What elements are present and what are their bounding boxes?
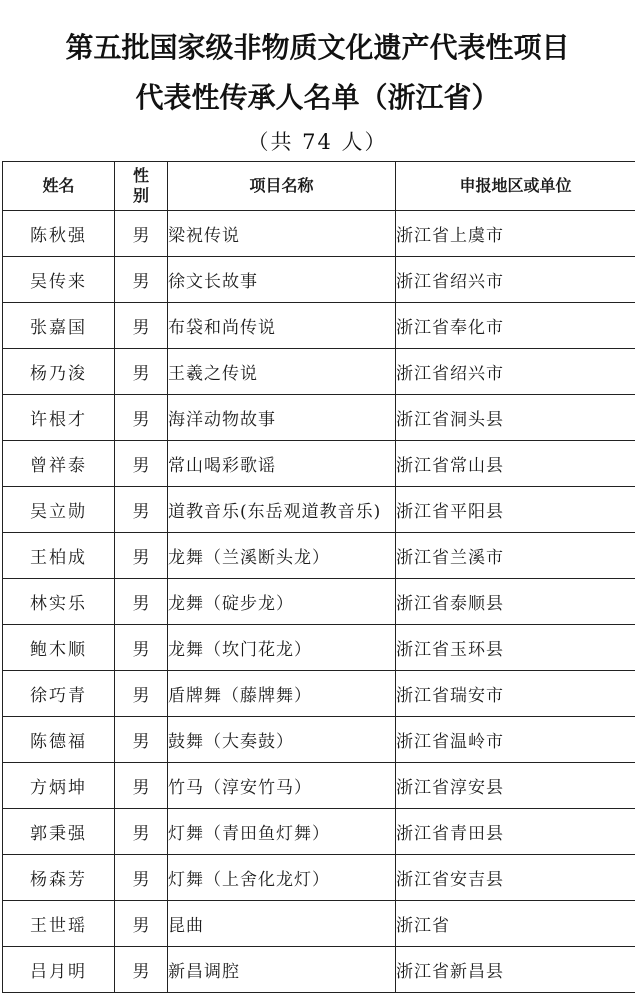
name-cell: 陈秋强 (3, 211, 115, 257)
name-cell: 鲍木顺 (3, 625, 115, 671)
region-cell: 浙江省平阳县 (396, 487, 635, 533)
title-line-1: 第五批国家级非物质文化遗产代表性项目 (65, 31, 570, 64)
gender-cell: 男 (115, 579, 168, 625)
gender-cell: 男 (115, 533, 168, 579)
table-row (3, 441, 635, 487)
table-body (3, 211, 635, 993)
project-cell: 龙舞（坎门花龙） (168, 625, 396, 671)
table-row (3, 947, 635, 993)
region-cell: 浙江省瑞安市 (396, 671, 635, 717)
region-cell: 浙江省洞头县 (396, 395, 635, 441)
header-project: 项目名称 (168, 162, 396, 211)
name-cell: 张嘉国 (3, 303, 115, 349)
table-header-row (3, 162, 635, 211)
project-cell: 龙舞（兰溪断头龙） (168, 533, 396, 579)
name-cell: 陈德福 (3, 717, 115, 763)
region-cell: 浙江省奉化市 (396, 303, 635, 349)
region-cell: 浙江省青田县 (396, 809, 635, 855)
header-name: 姓名 (3, 162, 115, 211)
region-cell: 浙江省常山县 (396, 441, 635, 487)
name-cell: 方炳坤 (3, 763, 115, 809)
table-row (3, 349, 635, 395)
table-row (3, 211, 635, 257)
region-cell: 浙江省安吉县 (396, 855, 635, 901)
region-cell: 浙江省 (396, 901, 635, 947)
region-cell: 浙江省温岭市 (396, 717, 635, 763)
project-cell: 灯舞（青田鱼灯舞） (168, 809, 396, 855)
gender-cell: 男 (115, 487, 168, 533)
gender-cell: 男 (115, 441, 168, 487)
table-row (3, 395, 635, 441)
table-row (3, 855, 635, 901)
region-cell: 浙江省淳安县 (396, 763, 635, 809)
table-row (3, 625, 635, 671)
project-cell: 海洋动物故事 (168, 395, 396, 441)
table-row (3, 303, 635, 349)
gender-cell: 男 (115, 349, 168, 395)
name-cell: 徐巧青 (3, 671, 115, 717)
gender-cell: 男 (115, 395, 168, 441)
project-cell: 常山喝彩歌谣 (168, 441, 396, 487)
gender-cell: 男 (115, 717, 168, 763)
table-row (3, 671, 635, 717)
table-row (3, 533, 635, 579)
table-row (3, 579, 635, 625)
table-row (3, 257, 635, 303)
project-cell: 竹马（淳安竹马） (168, 763, 396, 809)
name-cell: 许根才 (3, 395, 115, 441)
project-cell: 盾牌舞（藤牌舞） (168, 671, 396, 717)
table-row (3, 487, 635, 533)
project-cell: 布袋和尚传说 (168, 303, 396, 349)
name-cell: 杨乃浚 (3, 349, 115, 395)
table-row (3, 717, 635, 763)
region-cell: 浙江省泰顺县 (396, 579, 635, 625)
project-cell: 道教音乐(东岳观道教音乐) (168, 487, 396, 533)
table-row (3, 763, 635, 809)
title-line-2: 代表性传承人名单（浙江省） (135, 81, 500, 114)
name-cell: 吴传来 (3, 257, 115, 303)
project-cell: 灯舞（上舍化龙灯） (168, 855, 396, 901)
region-cell: 浙江省兰溪市 (396, 533, 635, 579)
gender-cell: 男 (115, 855, 168, 901)
gender-cell: 男 (115, 901, 168, 947)
region-cell: 浙江省绍兴市 (396, 349, 635, 395)
project-cell: 梁祝传说 (168, 211, 396, 257)
project-cell: 鼓舞（大奏鼓） (168, 717, 396, 763)
project-cell: 徐文长故事 (168, 257, 396, 303)
project-cell: 王羲之传说 (168, 349, 396, 395)
name-cell: 林实乐 (3, 579, 115, 625)
header-region: 申报地区或单位 (396, 162, 635, 211)
region-cell: 浙江省新昌县 (396, 947, 635, 993)
gender-cell: 男 (115, 625, 168, 671)
region-cell: 浙江省上虞市 (396, 211, 635, 257)
name-cell: 吕月明 (3, 947, 115, 993)
region-cell: 浙江省玉环县 (396, 625, 635, 671)
gender-cell: 男 (115, 303, 168, 349)
table-row (3, 901, 635, 947)
gender-cell: 男 (115, 809, 168, 855)
project-cell: 昆曲 (168, 901, 396, 947)
name-cell: 郭秉强 (3, 809, 115, 855)
header-gender-top: 性 (132, 166, 149, 185)
region-cell: 浙江省绍兴市 (396, 257, 635, 303)
gender-cell: 男 (115, 947, 168, 993)
name-cell: 曾祥泰 (3, 441, 115, 487)
project-cell: 龙舞（碇步龙） (168, 579, 396, 625)
header-gender-bottom: 别 (132, 186, 149, 205)
name-cell: 王世瑶 (3, 901, 115, 947)
gender-cell: 男 (115, 211, 168, 257)
name-cell: 王柏成 (3, 533, 115, 579)
name-cell: 吴立勋 (3, 487, 115, 533)
table-row (3, 809, 635, 855)
project-cell: 新昌调腔 (168, 947, 396, 993)
gender-cell: 男 (115, 257, 168, 303)
inheritor-table (2, 161, 635, 993)
count-subtitle: （共 74 人） (247, 130, 388, 154)
gender-cell: 男 (115, 763, 168, 809)
header-gender (115, 162, 168, 211)
name-cell: 杨森芳 (3, 855, 115, 901)
gender-cell: 男 (115, 671, 168, 717)
